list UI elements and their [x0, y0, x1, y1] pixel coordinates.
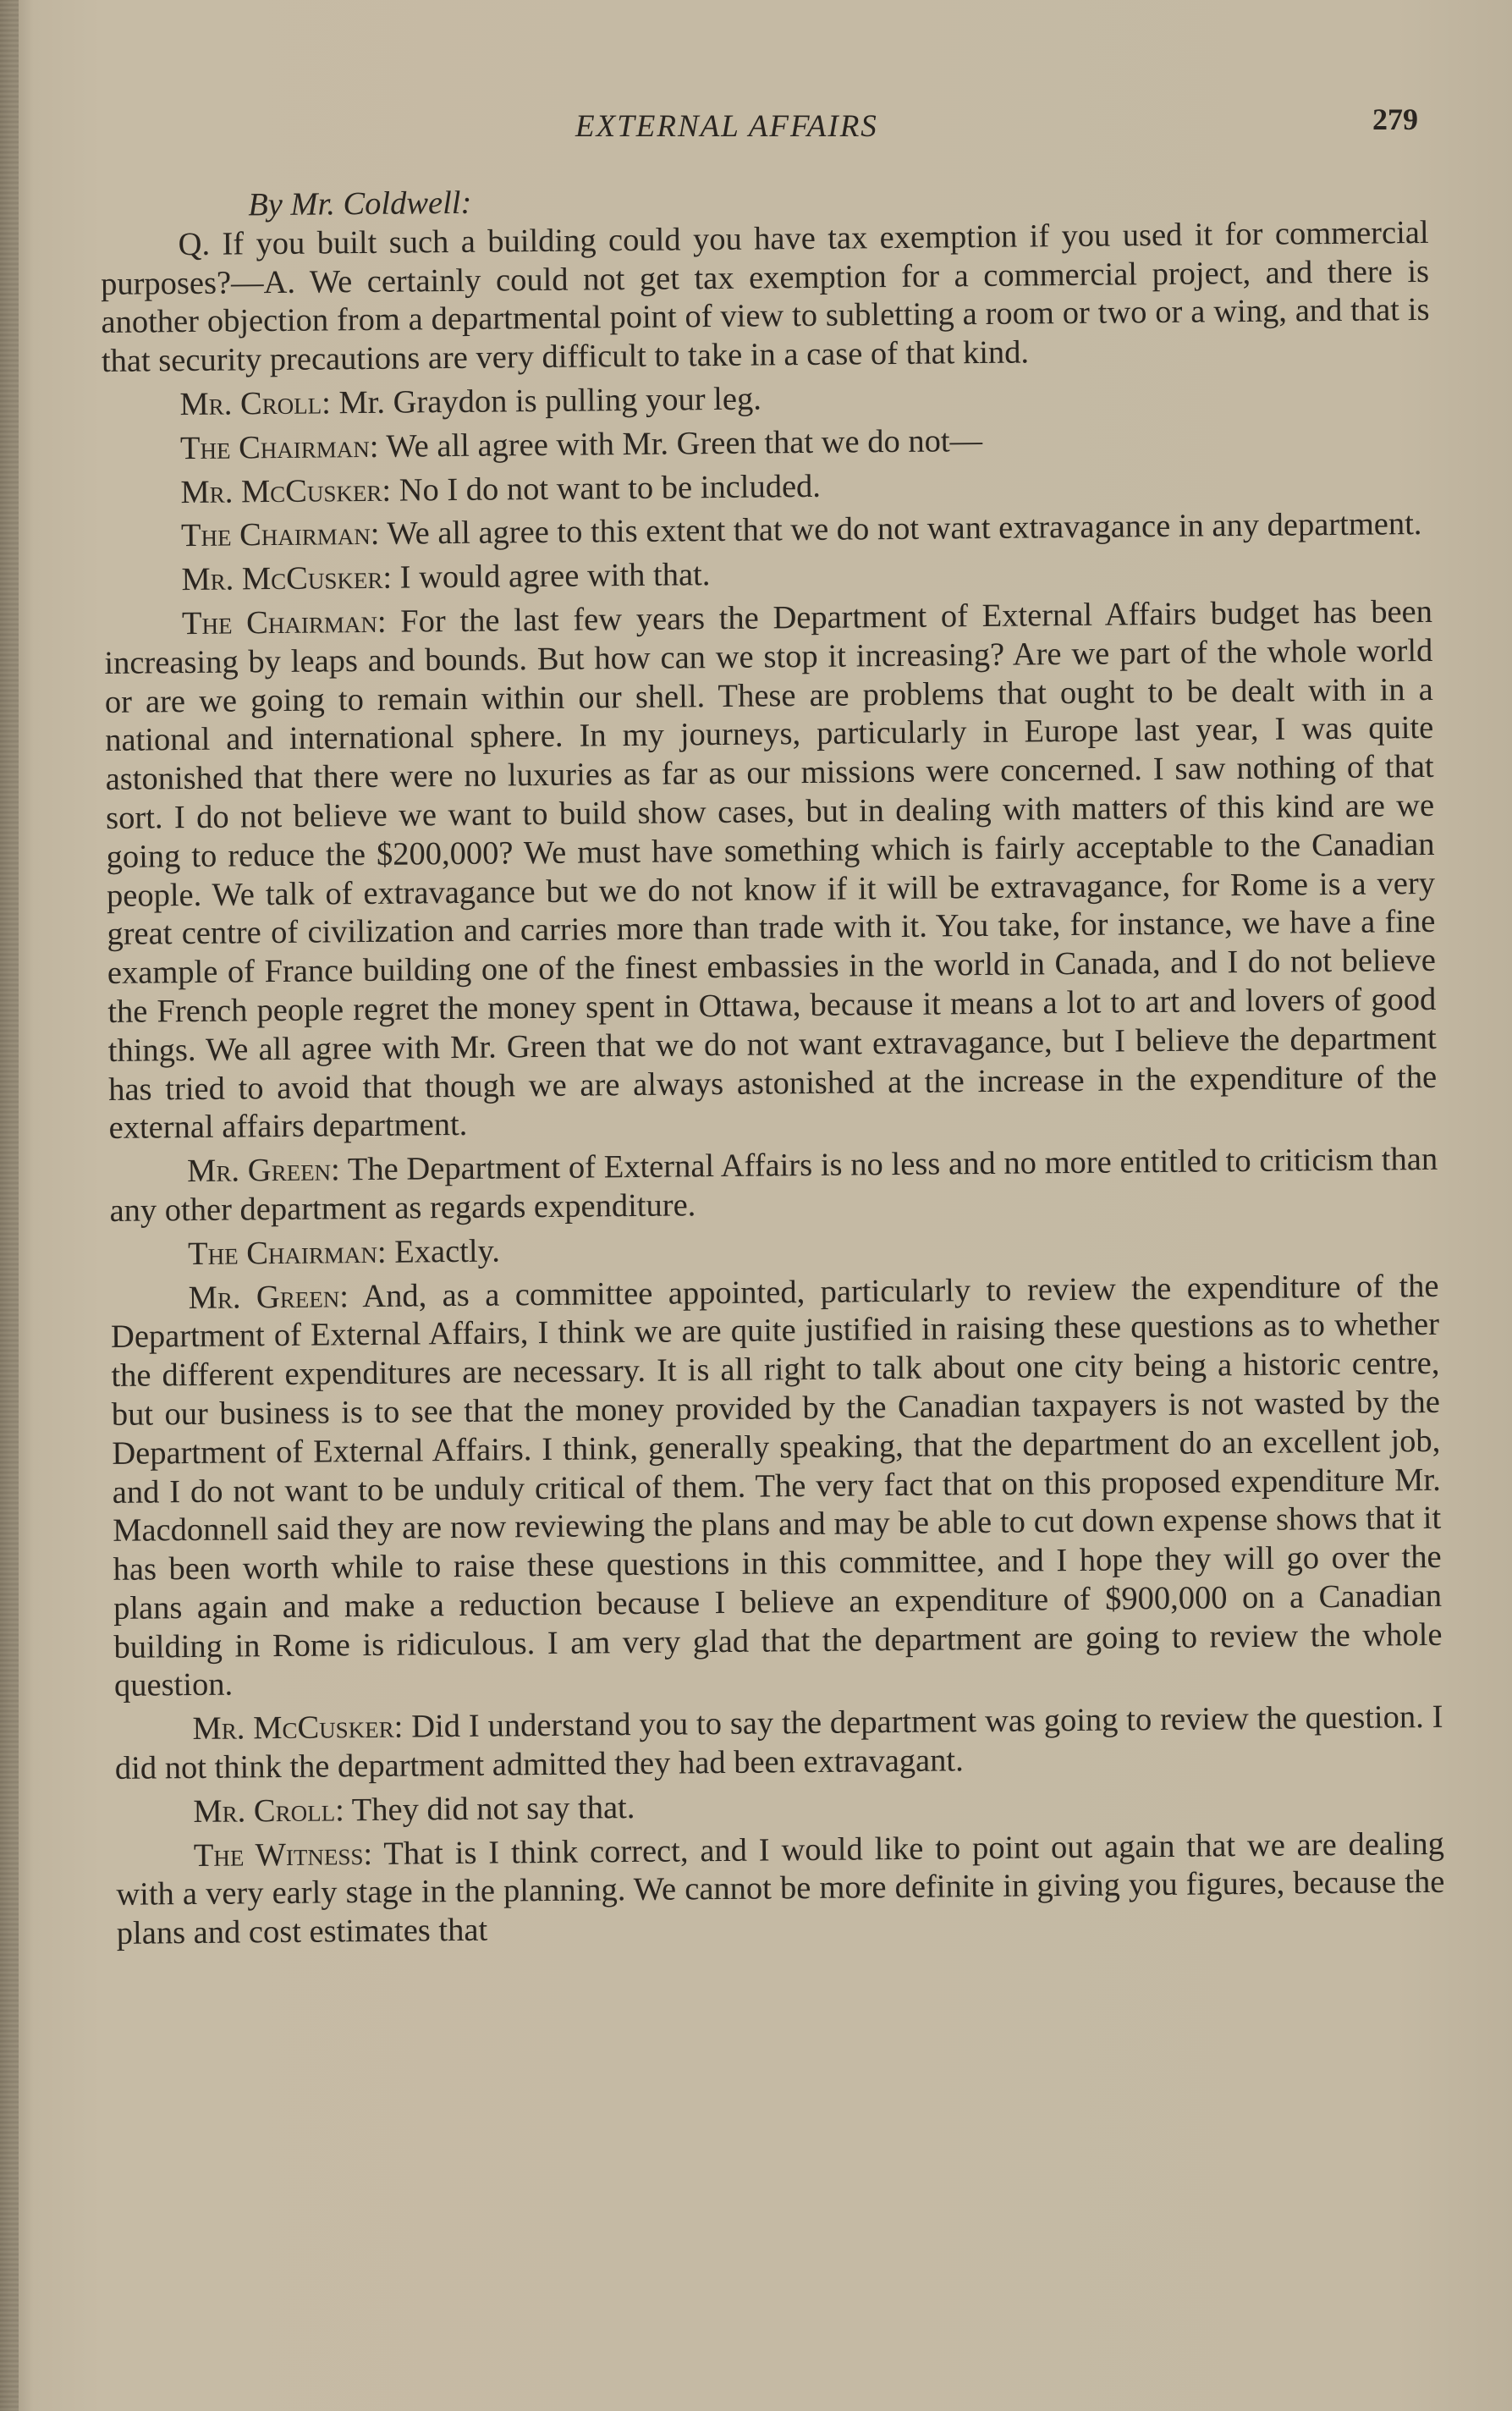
paragraph-text: I would agree with that. — [399, 557, 711, 596]
speaker-name: Mr. McCusker: — [192, 1709, 404, 1748]
paragraph — [109, 1141, 1438, 1231]
by-line: By Mr. Coldwell: — [248, 184, 472, 223]
paragraph — [100, 214, 1430, 382]
paragraph-text: They did not say that. — [351, 1789, 635, 1829]
paragraph-text: Mr. Graydon is pulling your leg. — [338, 381, 762, 421]
paragraph — [102, 418, 1431, 470]
paragraph-text: The Department of External Affairs is no less and no more entitled to criticism than any other department as regards expenditure. — [109, 1142, 1438, 1229]
speaker-name: The Chairman: — [187, 1234, 387, 1272]
paragraph — [102, 374, 1430, 426]
paragraph — [103, 549, 1432, 601]
paragraph-text: No I do not want to be included. — [399, 468, 822, 509]
paragraph — [116, 1825, 1445, 1954]
paragraph-text: We all agree to this extent that we do not want extravagance in any department. — [387, 506, 1422, 553]
speaker-name: The Chairman: — [181, 603, 387, 642]
paragraph — [104, 593, 1438, 1148]
speaker-name: The Chairman: — [179, 428, 379, 466]
paragraph — [115, 1781, 1443, 1833]
paragraph-text: We all agree with Mr. Green that we do not— — [386, 422, 983, 465]
book-gutter — [0, 0, 19, 2411]
paragraph-text: That is I think correct, and I would like to point out again that we are dealing with a very early stage in the planning. We cannot be more definite in giving you figures, because the plans and cost estimates that — [116, 1825, 1445, 1952]
speaker-name: The Witness: — [193, 1836, 373, 1874]
speaker-name: The Chairman: — [180, 516, 380, 554]
speaker-name: Mr. Croll: — [193, 1792, 344, 1830]
paragraph-text: For the last few years the Department of External Affairs budget has been increasing by leaps and bounds. But how can we stop it increasing? Are we part of the whole world or are we going to remain within our shell. These are problems that ought to be dealt with in a national and international sphere. In my journeys, particularly in Europe last year, I was quite astonished that there were no luxuries as far as our missions were concerned. I saw nothing of that sort. I do not believe we want to build show cases, but in dealing with matters of this kind are we going to reduce the $200,000? We must have something which is fairly acceptable to the Canadian people. We talk of extravagance but we do not know if it will be extravagance, for Rome is a very great centre of civilization and carries more than trade with it. You take, for instance, we have a fine example of France building one of the finest embassies in the world in Canada, and I do not believe the French people regret the money spent in Ottawa, because it means a lot to art and lovers of good things. We all agree with Mr. Green that we do not want extravagance, but I believe the department has tried to avoid that though we are always astonished at the increase in the expenditure of the external affairs department. — [104, 593, 1438, 1147]
running-head: EXTERNAL AFFAIRS — [575, 109, 878, 144]
speaker-name: Mr. Green: — [188, 1278, 349, 1316]
paragraph — [114, 1698, 1443, 1789]
page-number: 279 — [1372, 102, 1418, 136]
speaker-name: Mr. Green: — [186, 1152, 340, 1190]
paragraph-text: Exactly. — [394, 1233, 501, 1270]
speaker-name: Mr. Croll: — [179, 385, 332, 423]
speaker-name: Mr. McCusker: — [180, 472, 392, 510]
paragraph — [102, 461, 1431, 513]
paragraph-text: And, as a committee appointed, particularly to review the expenditure of the Department of External Affairs, I think we are quite justified in raising these questions as to whether the different expenditures are necessary. It is all right to talk about one city being a historic centre, but our business is to see that the money provided by the Canadian taxpayers is not wasted by the Department of External Affairs. I think, generally speaking, that the department do an excellent job, and I do not want to be unduly critical of them. The very fact that on this proposed expenditure Mr. Macdonnell said they are now reviewing the plans and may be able to cut down expense shows that it has been worth while to raise these questions in this committee, and I hope they will go over the plans again and make a reduction because I believe an expenditure of $900,000 on a Canadian building in Rome is ridiculous. I am very glad that the department are going to review the whole question. — [110, 1268, 1443, 1704]
page-header — [0, 102, 1512, 152]
paragraph-text: Did I understand you to say the department was going to review the question. I did not think the department admitted they had been extravagant. — [114, 1699, 1443, 1786]
paragraph — [110, 1224, 1438, 1275]
paragraph — [110, 1267, 1443, 1706]
speaker-name: Mr. McCusker: — [181, 559, 393, 598]
paragraph — [103, 505, 1432, 557]
transcript-body — [100, 175, 1445, 1959]
paragraph-text: Q. If you built such a building could you have tax exemption if you used it for commercial purposes?—A. We certainly could not get tax exemption for a commercial project, and there is another objection from a departmental point of view to subletting a room or two or a wing, and that is that security precautions are very difficult to take in a case of that kind. — [100, 214, 1430, 380]
